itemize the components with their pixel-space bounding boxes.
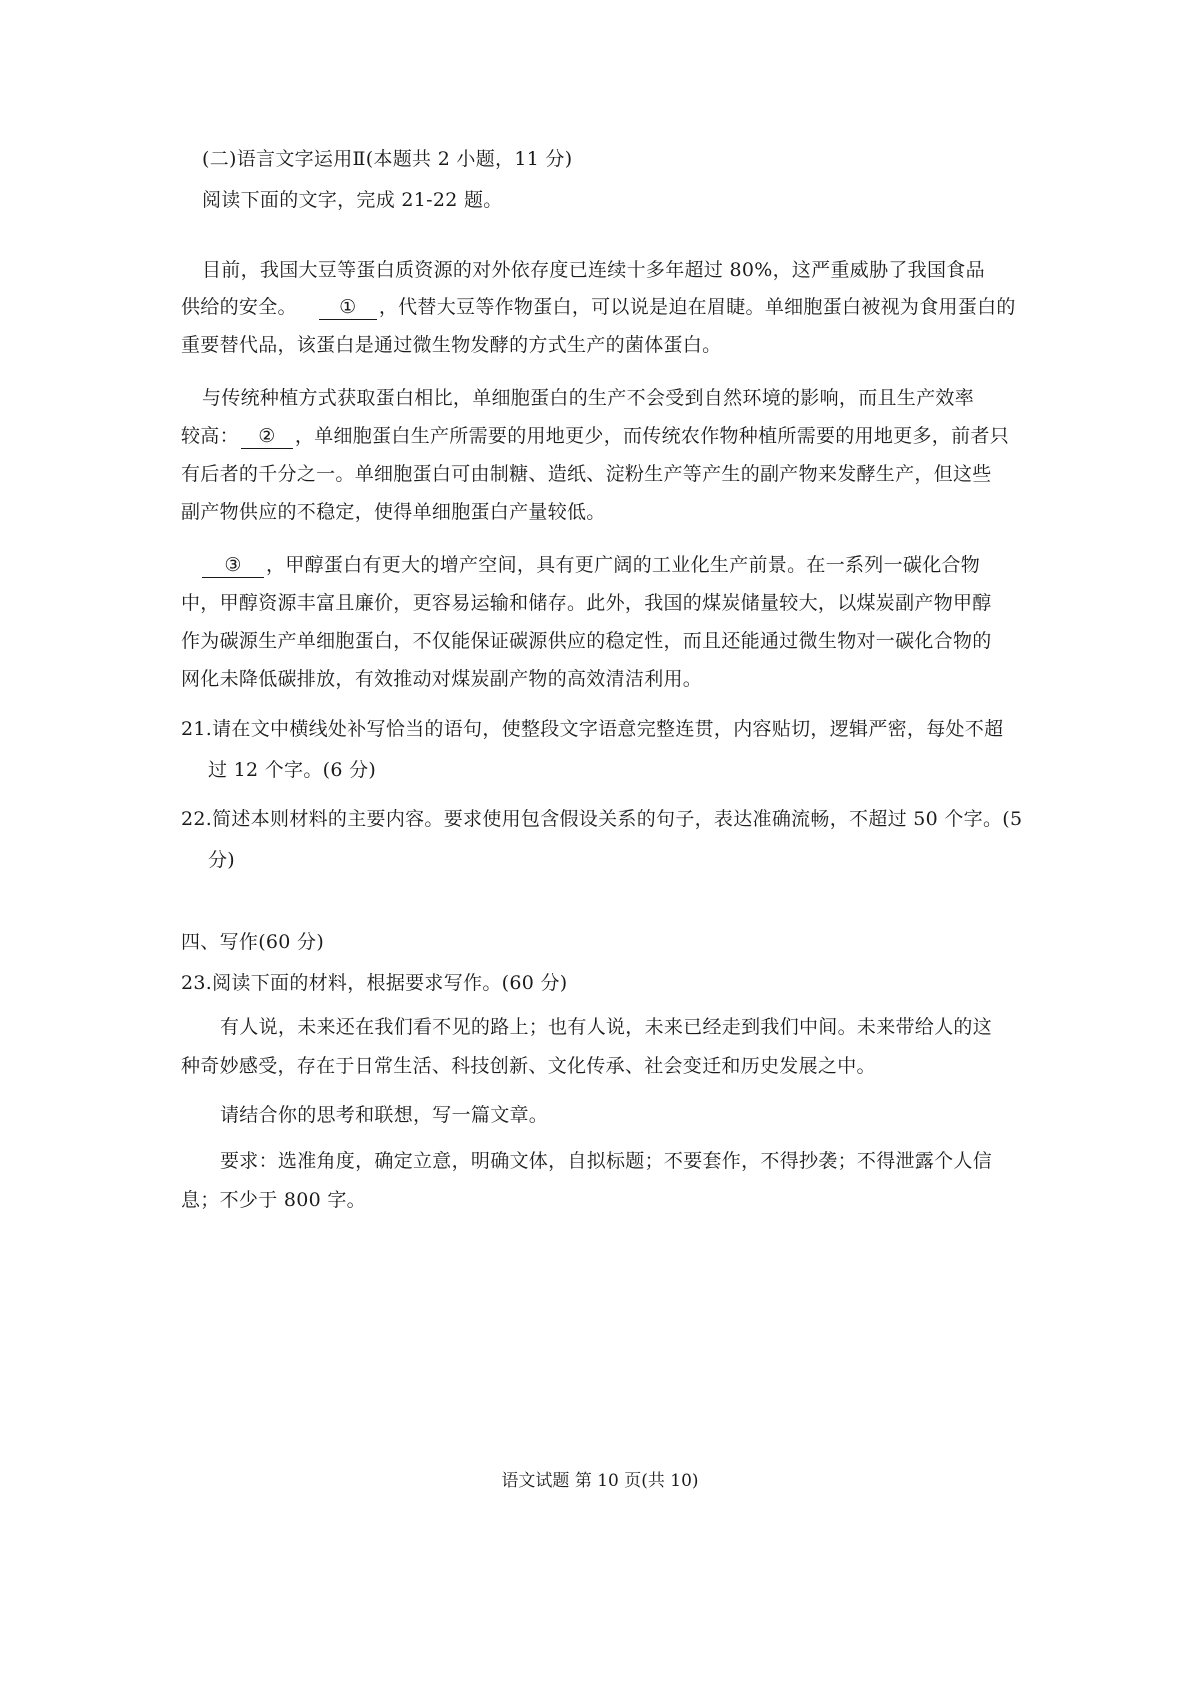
reading-instruction: 阅读下面的文字，完成 21-22 题。 bbox=[202, 189, 503, 211]
page-footer: 语文试题 第 10 页(共 10) bbox=[501, 1471, 699, 1491]
requirements-line1: 要求：选准角度，确定立意，明确文体，自拟标题；不要套作，不得抄袭；不得泄露个人信 bbox=[220, 1150, 993, 1172]
question-21-line2: 过 12 个字。(6 分) bbox=[208, 759, 377, 781]
fill-blank-3: ③ bbox=[202, 553, 264, 578]
question-21-line1: 21.请在文中横线处补写恰当的语句，使整段文字语意完整连贯，内容贴切，逻辑严密，每处不超 bbox=[181, 718, 1004, 740]
question-22-line1: 22.简述本则材料的主要内容。要求使用包含假设关系的句子，表达准确流畅，不超过 50 个字。(5 bbox=[181, 808, 1023, 830]
passage-p3-line1-end: ，甲醇蛋白有更大的增产空间，具有更广阔的工业化生产前景。在一系列一碳化合物 bbox=[266, 554, 981, 576]
passage-p3-line3: 作为碳源生产单细胞蛋白，不仅能保证碳源供应的稳定性，而且还能通过微生物对一碳化合物的 bbox=[181, 630, 992, 652]
passage-p2-line2-end: ，单细胞蛋白生产所需要的用地更少，而传统农作物种植所需要的用地更多，前者只 bbox=[294, 425, 1010, 447]
passage-p2-line3: 有后者的千分之一。单细胞蛋白可由制糖、造纸、淀粉生产等产生的副产物来发酵生产，但这些 bbox=[181, 463, 992, 485]
passage-p1-line2 bbox=[181, 293, 1016, 321]
passage-p3-line1 bbox=[202, 551, 980, 579]
fill-blank-1: ① bbox=[319, 295, 377, 320]
section-heading: (二)语言文字运用Ⅱ(本题共 2 小题，11 分) bbox=[202, 148, 573, 170]
fill-blank-2: ② bbox=[241, 424, 293, 449]
material-line2: 种奇妙感受，存在于日常生活、科技创新、文化传承、社会变迁和历史发展之中。 bbox=[181, 1055, 876, 1077]
passage-p1-line2-end: ，代替大豆等作物蛋白，可以说是迫在眉睫。单细胞蛋白被视为食用蛋白的 bbox=[378, 296, 1016, 318]
writing-prompt: 请结合你的思考和联想，写一篇文章。 bbox=[220, 1104, 549, 1126]
passage-p2-line1: 与传统种植方式获取蛋白相比，单细胞蛋白的生产不会受到自然环境的影响，而且生产效率 bbox=[202, 387, 975, 409]
writing-section-heading: 四、写作(60 分) bbox=[181, 931, 325, 953]
passage-p2-line4: 副产物供应的不稳定，使得单细胞蛋白产量较低。 bbox=[181, 501, 606, 523]
passage-p2-line2-start: 较高： bbox=[181, 425, 239, 447]
passage-p3-line2: 中，甲醇资源丰富且廉价，更容易运输和储存。此外，我国的煤炭储量较大，以煤炭副产物甲醇 bbox=[181, 592, 992, 614]
requirements-line2: 息；不少于 800 字。 bbox=[181, 1189, 366, 1211]
material-line1: 有人说，未来还在我们看不见的路上；也有人说，未来已经走到我们中间。未来带给人的这 bbox=[220, 1016, 993, 1038]
passage-p1-line1: 目前，我国大豆等蛋白质资源的对外依存度已连续十多年超过 80%，这严重威胁了我国食品 bbox=[202, 259, 985, 281]
question-22-line2: 分) bbox=[208, 849, 236, 871]
passage-p3-line4: 网化未降低碳排放，有效推动对煤炭副产物的高效清洁利用。 bbox=[181, 668, 703, 690]
passage-p1-line2-start: 供给的安全。 bbox=[181, 296, 297, 318]
passage-p1-line3: 重要替代品，该蛋白是通过微生物发酵的方式生产的菌体蛋白。 bbox=[181, 334, 722, 356]
question-23: 23.阅读下面的材料，根据要求写作。(60 分) bbox=[181, 972, 568, 994]
passage-p2-line2 bbox=[181, 422, 1009, 450]
